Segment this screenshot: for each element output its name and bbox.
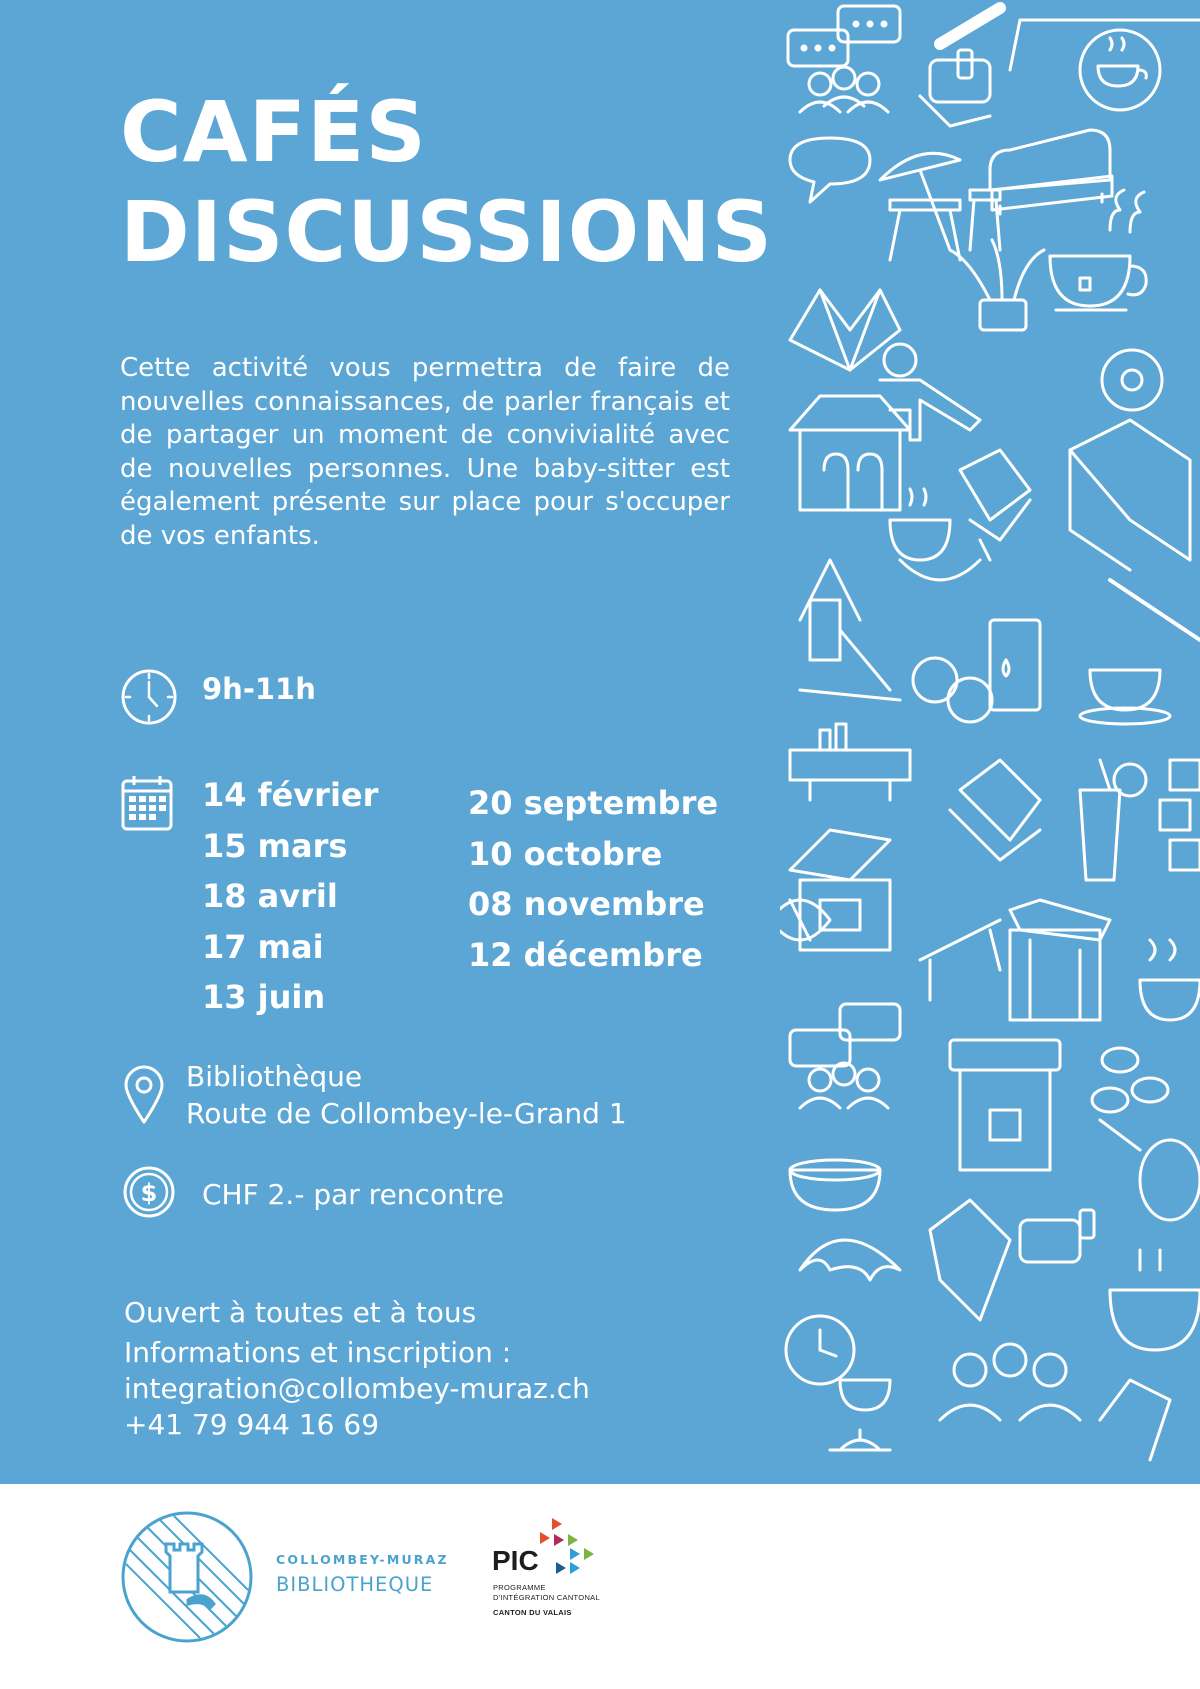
date-item: 20 septembre <box>468 784 719 822</box>
dollar-coin-icon <box>122 1165 176 1219</box>
sofa-icon <box>990 130 1112 214</box>
intro-paragraph: Cette activité vous permettra de faire de nouvelles connaissances, de parler français et de partager un moment de convivialité avec de nouvelles personnes. Une baby-sitter est également présente sur place pour s'occuper de vos enfants. <box>120 353 730 551</box>
person-icon <box>880 344 980 440</box>
juice-glass-icon <box>1080 760 1146 880</box>
people-group-icon <box>940 1344 1080 1420</box>
chair-icon <box>960 450 1030 560</box>
speech-people-icon <box>788 6 900 112</box>
contact-block <box>124 1295 590 1443</box>
stool-icon <box>1100 1120 1200 1220</box>
open-to-all-text: Ouvert à toutes et à tous <box>124 1296 477 1329</box>
price-text: CHF 2.- par rencontre <box>202 1178 504 1211</box>
coffee-cup-icon <box>790 1160 880 1210</box>
dates-second-half <box>468 778 718 980</box>
time-label: 9h-11h <box>202 672 316 706</box>
contact-email: integration@collombey-muraz.ch <box>124 1372 590 1405</box>
tea-cup-icon <box>1050 190 1146 310</box>
calendar-icon <box>120 774 174 832</box>
pic-sub-line-2: D'INTÉGRATION CANTONAL <box>493 1592 600 1602</box>
book-icon <box>1070 420 1190 570</box>
pic-sub-line-1: PROGRAMME <box>493 1583 546 1592</box>
pic-subtitle <box>493 1583 600 1618</box>
hand-icon <box>1100 1380 1170 1460</box>
clock-icon <box>120 668 178 726</box>
poster-title <box>120 82 773 282</box>
library-logo-icon <box>118 1508 256 1646</box>
speech-bubble-icon <box>790 138 870 202</box>
table-icon <box>920 920 1000 1000</box>
contact-phone: +41 79 944 16 69 <box>124 1408 380 1441</box>
handshake-icon-2 <box>1020 1210 1094 1262</box>
place-name: Bibliothèque <box>186 1060 363 1093</box>
fruit-milk-icon <box>913 620 1040 722</box>
date-item: 13 juin <box>202 978 326 1016</box>
playground-icon <box>800 560 890 690</box>
date-item: 14 février <box>202 776 379 814</box>
date-item: 18 avril <box>202 877 338 915</box>
library-town: COLLOMBEY-MURAZ <box>276 1552 449 1567</box>
cafe-front-icon <box>1010 900 1110 1020</box>
svg-text:$: $ <box>140 1179 158 1207</box>
bowl-icon <box>1110 1250 1200 1350</box>
coffee-croissant-icon <box>890 489 980 580</box>
cafe-doodle-illustrations <box>780 0 1200 1484</box>
dates-first-half <box>202 770 378 1023</box>
location-text <box>186 1058 627 1132</box>
speech-people-icon-2 <box>790 1004 900 1108</box>
date-item: 15 mars <box>202 826 348 865</box>
date-item: 17 mai <box>202 927 324 966</box>
coffee-machine-icon <box>950 1040 1060 1170</box>
shop-icon <box>790 396 910 510</box>
bread-icon <box>780 900 830 940</box>
title-line-1: CAFÉS <box>120 83 427 181</box>
library-name: BIBLIOTHEQUE <box>276 1573 434 1596</box>
title-line-2: DISCUSSIONS <box>120 183 774 281</box>
coffee-steam-icon <box>1140 940 1200 1020</box>
coffee-beans-icon <box>1092 1048 1168 1112</box>
croissant-icon <box>800 1240 900 1280</box>
location-pin-icon <box>122 1064 166 1126</box>
library-logo-text <box>276 1552 449 1596</box>
book-icon-2 <box>930 1200 1010 1320</box>
armchair-icon <box>950 760 1040 860</box>
terrace-table-icon <box>880 153 1000 260</box>
pic-canton: CANTON DU VALAIS <box>493 1608 572 1617</box>
date-item: 10 octobre <box>468 834 663 873</box>
cup-icon <box>1080 670 1170 724</box>
place-address: Route de Collombey-le-Grand 1 <box>186 1097 627 1130</box>
donut-icon <box>1102 350 1162 410</box>
pic-wordmark: PIC <box>492 1545 539 1576</box>
bar-counter-icon <box>790 690 910 800</box>
plant-icon <box>950 240 1044 330</box>
date-item: 12 décembre <box>468 935 703 974</box>
clock-cup-icon <box>786 1316 890 1410</box>
waiter-tray-icon <box>830 1430 890 1450</box>
cafe-sign-icon <box>1010 20 1200 110</box>
date-item: 08 novembre <box>468 885 705 923</box>
handshake-icon <box>920 50 990 126</box>
hopscotch-icon <box>1160 760 1200 870</box>
info-label: Informations et inscription : <box>124 1336 512 1369</box>
